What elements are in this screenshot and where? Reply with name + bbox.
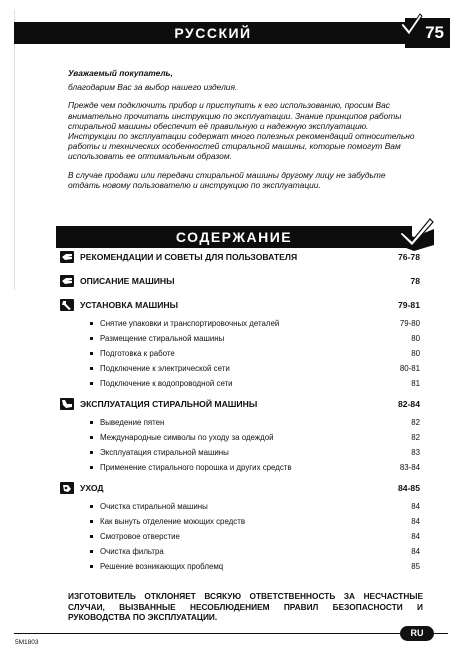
bullet (90, 466, 93, 469)
footer-rule-right (434, 633, 448, 634)
toc-item (58, 446, 420, 461)
toc-item-label: Очистка фильтра (100, 547, 164, 556)
bullet (90, 451, 93, 454)
language-banner (14, 22, 412, 44)
bullet (90, 550, 93, 553)
toc-item-pages: 83-84 (399, 463, 420, 472)
toc-item (58, 347, 420, 362)
bullet (90, 367, 93, 370)
toc-item-label: Очистка стиральной машины (100, 502, 208, 511)
toc-item (58, 545, 420, 560)
toc-item (58, 560, 420, 575)
toc-section (58, 481, 420, 500)
toc-item-pages: 84 (411, 517, 420, 526)
page-number: 75 (425, 23, 444, 42)
toc-item-label: Выведение пятен (100, 418, 165, 427)
toc-item-label: Подключение к водопроводной сети (100, 379, 233, 388)
toc-item-pages: 84 (411, 502, 420, 511)
bullet (90, 436, 93, 439)
care-icon (60, 482, 74, 494)
bullet (90, 322, 93, 325)
hand-icon (60, 275, 74, 287)
disclaimer-text: ИЗГОТОВИТЕЛЬ ОТКЛОНЯЕТ ВСЯКУЮ ОТВЕТСТВЕННОСТЬ ЗА НЕСЧАСТНЫЕ СЛУЧАИ, ВЫЗВАННЫЕ НЕСОБЛЮДЕНИЕМ ПРАВИЛ БЕЗОПАСНОСТИ И РУКОВОДСТВА ПО ЭКСПЛУАТАЦИИ. (68, 591, 423, 623)
toc-item-label: Применение стирального порошка и других средств (100, 463, 292, 472)
bullet (90, 382, 93, 385)
footer-rule (14, 633, 400, 634)
bullet (90, 352, 93, 355)
intro-line1: благодарим Вас за выбор нашего изделия. (68, 82, 238, 93)
toc-item-pages: 80 (411, 349, 420, 358)
bullet (90, 421, 93, 424)
toc-item-pages: 79-80 (399, 319, 420, 328)
toc-item-pages: 85 (411, 562, 420, 571)
intro-para3: В случае продажи или передачи стиральной машины другому лицу не забудьте отдать новому пользователю и инструкцию по эксплуатации. (68, 169, 386, 190)
toc-item (58, 461, 420, 476)
toc-item-label: Эксплуатация стиральной машины (100, 448, 229, 457)
toc-section-pages: 84-85 (398, 483, 420, 493)
bullet (90, 505, 93, 508)
toc-item (58, 431, 420, 446)
intro-para2: Прежде чем подключить прибор и приступить к его использованию, просим Вас внимательно прочитать инструкцию по эксплуатации. Знание принципов работы стиральной машины обеспечит её правильную и надежную эксплуатацию. Инструкции по эксплуатации содержат много полезных рекомендаций относительно работы и технических особенностей стиральной машины, которые помогут Вам использовать ее оптимальным образом. (68, 100, 415, 162)
toc-item-label: Подключение к электрической сети (100, 364, 230, 373)
toc-section (58, 250, 420, 269)
toc-item (58, 332, 420, 347)
open-book-check-icon (398, 10, 424, 40)
intro-text (68, 68, 418, 198)
intro-greeting: Уважаемый покупатель, (68, 68, 173, 78)
toc-item (58, 362, 420, 377)
contents-title: СОДЕРЖАНИЕ (175, 229, 293, 245)
wrench-icon (60, 299, 74, 311)
toc-item (58, 530, 420, 545)
toc-section (58, 397, 420, 416)
toc-item-pages: 81 (411, 379, 420, 388)
toc-item-pages: 84 (411, 532, 420, 541)
language-badge: RU (400, 626, 434, 641)
toc-item-label: Подготовка к работе (100, 349, 175, 358)
open-book-check-icon (396, 215, 436, 251)
toc-item-pages: 82 (411, 418, 420, 427)
toc-item-label: Как вынуть отделение моющих средств (100, 517, 246, 526)
toc-item-pages: 83 (411, 448, 420, 457)
toc-section-label: УХОД (80, 483, 104, 493)
toc-item-pages: 80-81 (399, 364, 420, 373)
toc-item-pages: 82 (411, 433, 420, 442)
toc-section (58, 298, 420, 317)
toc-item (58, 515, 420, 530)
table-of-contents (58, 250, 420, 575)
toc-section-pages: 82-84 (398, 399, 420, 409)
toc-section-label: ОПИСАНИЕ МАШИНЫ (80, 276, 175, 286)
document-code: 5M1803 (15, 639, 39, 646)
toc-section-label: РЕКОМЕНДАЦИИ И СОВЕТЫ ДЛЯ ПОЛЬЗОВАТЕЛЯ (80, 252, 298, 262)
bullet (90, 337, 93, 340)
toc-item-label: Снятие упаковки и транспортировочных деталей (100, 319, 280, 328)
bullet (90, 520, 93, 523)
toc-item-label: Смотровое отверстие (100, 532, 180, 541)
toc-item (58, 416, 420, 431)
toc-section-pages: 79-81 (398, 300, 420, 310)
toc-item-label: Международные символы по уходу за одеждой (100, 433, 274, 442)
toc-item-label: Решение возникающих проблемq (100, 562, 224, 571)
toc-item-pages: 84 (411, 547, 420, 556)
scan-edge-line (14, 10, 15, 290)
toc-item-pages: 80 (411, 334, 420, 343)
toc-item (58, 317, 420, 332)
bullet (90, 535, 93, 538)
contents-banner (56, 226, 412, 248)
language-title: РУССКИЙ (174, 25, 252, 41)
toc-item-label: Размещение стиральной машины (100, 334, 225, 343)
toc-section-pages: 78 (410, 276, 420, 286)
toc-section (58, 274, 420, 293)
toc-section-pages: 76-78 (398, 252, 420, 262)
hand-pointer-icon (60, 398, 74, 410)
bullet (90, 565, 93, 568)
toc-section-label: ЭКСПЛУАТАЦИЯ СТИРАЛЬНОЙ МАШИНЫ (80, 399, 258, 409)
toc-item (58, 377, 420, 392)
toc-section-label: УСТАНОВКА МАШИНЫ (80, 300, 178, 310)
toc-item (58, 500, 420, 515)
hand-icon (60, 251, 74, 263)
